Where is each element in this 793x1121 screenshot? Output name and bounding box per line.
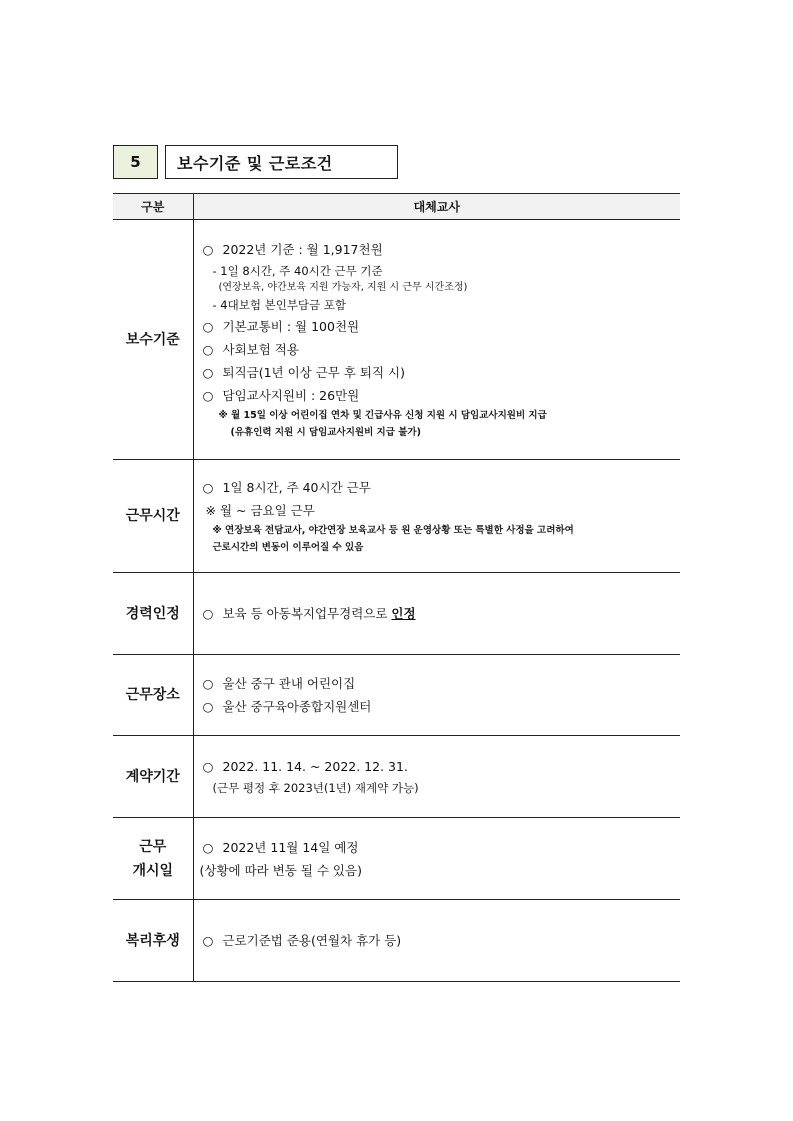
row-content-welfare: [193, 900, 680, 982]
list-item: - 1일 8시간, 주 40시간 근무 기준: [212, 264, 383, 278]
list-item: ○ 보육 등 아동복지업무경력으로 인정: [202, 606, 416, 621]
list-item: ○ 담임교사지원비 : 26만원: [202, 388, 360, 403]
list-item: ○ 1일 8시간, 주 40시간 근무: [202, 480, 371, 495]
table-row-location: [113, 655, 680, 736]
list-item: ○ 사회보험 적용: [202, 342, 299, 357]
list-item: ○ 기본교통비 : 월 100천원: [202, 319, 360, 334]
row-label-location: 근무장소: [113, 655, 193, 736]
table-row-hours: [113, 460, 680, 573]
list-item: ○ 2022년 11월 14일 예정: [202, 839, 359, 855]
list-item: ○ 2022년 기준 : 월 1,917천원: [202, 242, 383, 257]
row-content-contract: [193, 736, 680, 818]
table-row-salary: [113, 220, 680, 460]
row-content-salary: [193, 220, 680, 460]
row-label-salary: 보수기준: [113, 220, 193, 460]
header-label: 구분: [113, 194, 193, 220]
list-item: ※ 월 ~ 금요일 근무: [205, 503, 315, 518]
table-row-contract: [113, 736, 680, 818]
header-content: 대체교사: [193, 194, 680, 220]
conditions-table: [113, 193, 680, 982]
table-row-career: [113, 573, 680, 655]
row-label-contract: 계약기간: [113, 736, 193, 818]
table-header-row: [113, 194, 680, 220]
emphasis-text: 인정: [391, 606, 416, 621]
list-item: ○ 울산 중구 관내 어린이집: [202, 676, 356, 691]
row-content-career: [193, 573, 680, 655]
section-number: 5: [113, 145, 158, 179]
table-row-welfare: [113, 900, 680, 982]
note-text: (유휴인력 지원 시 담임교사지원비 지급 불가): [230, 427, 421, 438]
section-title: 보수기준 및 근로조건: [165, 145, 398, 179]
row-label-hours: 근무시간: [113, 460, 193, 573]
list-item: ○ 근로기준법 준용(연월차 휴가 등): [202, 933, 402, 948]
table-row-start-date: [113, 818, 680, 900]
row-label-start-date: 근무 개시일: [113, 818, 193, 900]
list-item: - 4대보험 본인부담금 포함: [212, 298, 347, 312]
row-content-start-date: [193, 818, 680, 900]
list-item: (연장보육, 야간보육 지원 가능자, 지원 시 근무 시간조정): [218, 282, 468, 293]
row-label-welfare: 복리후생: [113, 900, 193, 982]
row-label-career: 경력인정: [113, 573, 193, 655]
row-content-hours: [193, 460, 680, 573]
note-text: 근로시간의 변동이 이루어질 수 있음: [212, 542, 364, 553]
note-text: ※ 연장보육 전담교사, 야간연장 보육교사 등 원 운영상황 또는 특별한 사정을 고려하여: [212, 525, 574, 536]
list-item: ○ 울산 중구육아종합지원센터: [202, 699, 372, 714]
list-item: (근무 평정 후 2023년(1년) 재계약 가능): [212, 781, 419, 795]
list-item: ○ 2022. 11. 14. ~ 2022. 12. 31.: [202, 759, 408, 774]
row-content-location: [193, 655, 680, 736]
note-text: ※ 월 15일 이상 어린이집 연차 및 긴급사유 신청 지원 시 담임교사지원비 지급: [218, 410, 547, 421]
list-item: ○ 퇴직금(1년 이상 근무 후 퇴직 시): [202, 365, 405, 380]
list-item: (상황에 따라 변동 될 수 있음): [199, 862, 362, 878]
